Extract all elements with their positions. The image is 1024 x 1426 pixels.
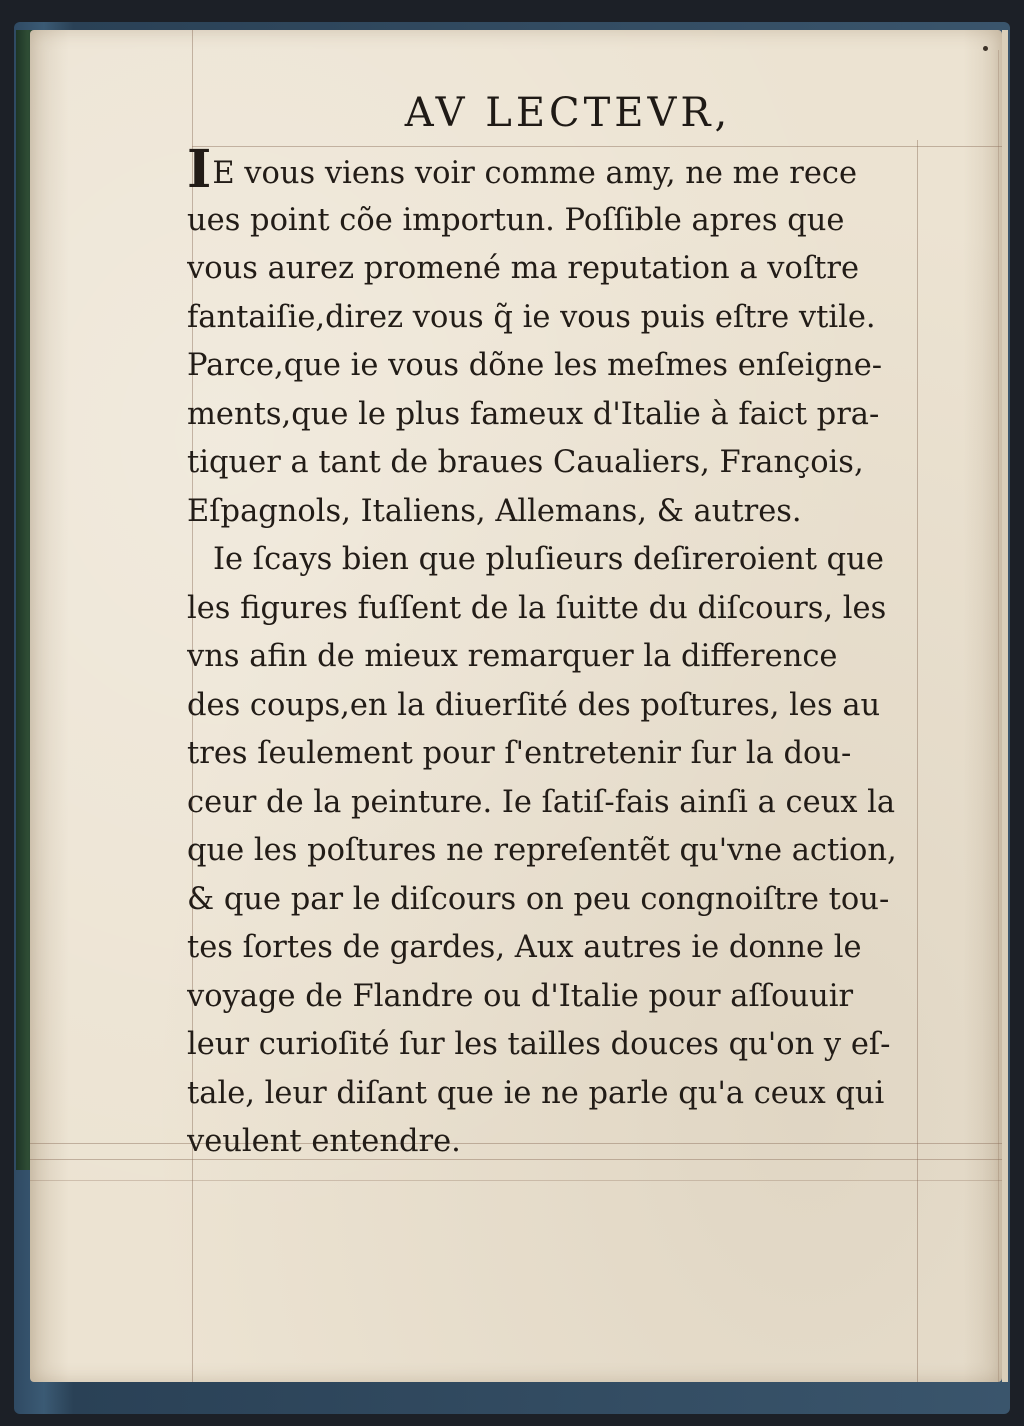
- book-page: [30, 30, 1002, 1382]
- heading-rule: [192, 146, 1002, 147]
- text-line: fantaiſie,direz vous q̃ ie vous puis eſtre vtile.: [187, 299, 876, 335]
- text-line: voyage de Flandre ou d'Italie pour aſſouuir: [187, 978, 854, 1014]
- text-line: ments,que le plus fameux d'Italie à faict pra-: [187, 396, 880, 432]
- text-line: que les poſtures ne repreſentẽt qu'vne action,: [187, 833, 897, 868]
- text-line: ceur de la peinture. Ie ſatiſ-fais ainſi a ceux la: [187, 784, 896, 820]
- text-line: Eſpagnols, Italiens, Allemans, & autres.: [187, 493, 802, 529]
- text-line: IE vous viens voir comme amy, ne me rece: [187, 148, 922, 197]
- footer-rule-3: [30, 1180, 1002, 1181]
- text-line: veulent entendre.: [187, 1124, 461, 1159]
- text-line: ues point cõe importun. Poſſible apres que: [187, 202, 845, 238]
- text-line: tale, leur diſant que ie ne parle qu'a ceux qui: [187, 1075, 885, 1111]
- text-line: & que par le diſcours on peu congnoiſtre tou-: [187, 881, 890, 917]
- margin-rule-outer: [998, 50, 999, 1382]
- text-line: tres ſeulement pour ſ'entretenir ſur la dou-: [187, 736, 852, 771]
- text-line: Parce,que ie vous dõne les meſmes enſeigne-: [187, 348, 883, 383]
- text-line: les figures fuſſent de la ſuitte du diſcours, les: [187, 590, 887, 626]
- text-line: des coups,en la diuerſité des poſtures, les au: [187, 687, 881, 723]
- text-line: tiquer a tant de braues Caualiers, François,: [187, 445, 864, 480]
- page-edge: [1002, 30, 1008, 1382]
- page-heading: AV LECTEVR,: [404, 90, 732, 136]
- text-line: leur curioſité ſur les tailles douces qu'on y eſ-: [187, 1027, 891, 1062]
- text-line: vns afin de mieux remarquer la difference: [187, 639, 838, 674]
- ink-spot: [983, 46, 988, 51]
- text-line: tes ſortes de gardes, Aux autres ie donne le: [187, 930, 862, 965]
- drop-capital: I: [187, 148, 212, 197]
- body-text: [187, 148, 922, 1167]
- text-line: vous aurez promené ma reputation a voſtre: [187, 251, 860, 286]
- text-line: Ie ſcays bien que pluſieurs deſireroient que: [213, 542, 884, 577]
